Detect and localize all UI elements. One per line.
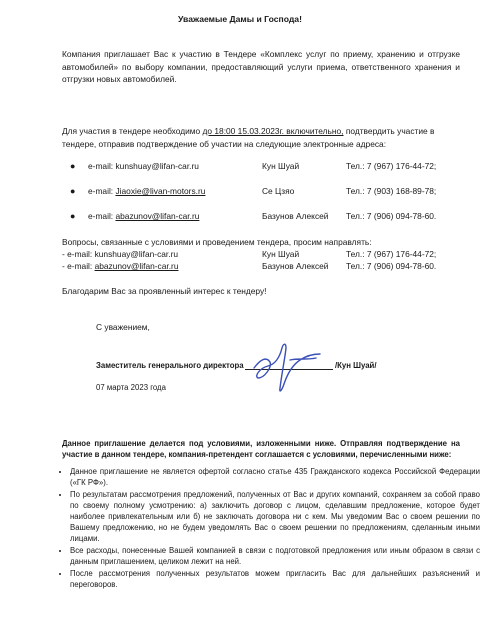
question-contact-phone: Тел.: 7 (906) 094-78-60.	[346, 261, 437, 271]
contact-name: Се Цзяо	[262, 186, 295, 196]
contact-phone: Тел.: 7 (903) 168-89-78;	[346, 186, 437, 196]
bullet-icon: ●	[70, 161, 76, 171]
deadline-text-post: подтвердить участие в тендере, отправив подтверждение об участии на следующие электронные адреса:	[62, 126, 435, 149]
conditions-list	[56, 466, 480, 591]
intro-paragraph: Компания приглашает Вас к участию в Тендере «Комплекс услуг по приему, хранению и отгрузке автомобилей» по выбору компании, предоставляющий услуги приема, ответственного хранения и отгрузки новых автомобилей.	[62, 49, 460, 85]
regards-line: С уважением,	[96, 322, 150, 332]
contact-email-row	[88, 211, 199, 222]
questions-intro: Вопросы, связанные с условиями и проведением тендера, просим направлять:	[62, 237, 372, 247]
email-label: e-mail:	[88, 211, 116, 221]
condition-item: • Все расходы, понесенные Вашей компанией в связи с подготовкой предложения или иным образом в связи с данным приглашением, целиком лежит на ней.	[70, 545, 480, 567]
thanks-line: Благодарим Вас за проявленный интерес к тендеру!	[62, 286, 267, 296]
email-link[interactable]: abazunov@lifan-car.ru	[94, 261, 179, 271]
bullet-icon: ●	[70, 186, 76, 196]
signatory-title: Заместитель генерального директора	[96, 361, 244, 370]
email-link[interactable]: Jiaoxie@livan-motors.ru	[115, 186, 206, 196]
contact-email-row	[88, 161, 199, 172]
contact-email-row	[88, 186, 205, 197]
question-email-row	[62, 261, 179, 272]
bullet-icon: ●	[70, 211, 76, 221]
greeting-title: Уважаемые Дамы и Господа!	[178, 14, 302, 24]
deadline-paragraph	[62, 125, 460, 150]
condition-item: • Данное приглашение не является офертой согласно статье 435 Гражданского кодекса Российской Федерации («ГК РФ»).	[70, 466, 480, 488]
question-contact-name: Базунов Алексей	[262, 261, 329, 271]
email-label: e-mail:	[88, 161, 116, 171]
letter-date: 07 марта 2023 года	[96, 383, 166, 392]
deadline-date: до 18:00 15.03.2023г. включительно,	[202, 126, 344, 136]
email-link[interactable]: kunshuay@lifan-car.ru	[94, 249, 179, 259]
conditions-notice	[62, 438, 460, 460]
condition-item: • После рассмотрения полученных результатов можем пригласить Вас для дальнейших разъяснений и переговоров.	[70, 568, 480, 590]
question-contact-name: Кун Шуай	[262, 249, 300, 259]
conditions-notice-text: Данное приглашение делается под условиями, изложенными ниже. Отправляя подтверждение на участие в данном тендере, компания-претендент соглашается с условиями, перечисленными ниже:	[62, 439, 460, 459]
contact-phone: Тел.: 7 (967) 176-44-72;	[346, 161, 437, 171]
handwritten-signature	[250, 338, 330, 398]
contact-phone: Тел.: 7 (906) 094-78-60.	[346, 211, 437, 221]
email-link[interactable]: abazunov@lifan-car.ru	[115, 211, 200, 221]
question-email-row	[62, 249, 178, 260]
email-label: - e-mail:	[62, 261, 95, 271]
condition-item: • По результатам рассмотрения предложений, полученных от Вас и других компаний, сохраняем за собой право по своему полному усмотрению: а) заключить договор с лицом, сделавшим предложение, которое будет наиболее привлекательным или б) не заключать договора ни с кем. Мы уведомим Вас о своем решении по Вашему предложению, но не будем уведомлять Вас о своем решении по предложениям, сделанным иными лицами.	[70, 489, 480, 544]
contact-name: Кун Шуай	[262, 161, 300, 171]
email-label: e-mail:	[88, 186, 116, 196]
contact-name: Базунов Алексей	[262, 211, 329, 221]
email-link[interactable]: kunshuay@lifan-car.ru	[115, 161, 199, 171]
question-contact-phone: Тел.: 7 (967) 176-44-72;	[346, 249, 437, 259]
email-label: - e-mail:	[62, 249, 95, 259]
deadline-text-pre: Для участия в тендере необходимо	[62, 126, 203, 136]
signatory-name: /Кун Шуай/	[335, 361, 377, 370]
